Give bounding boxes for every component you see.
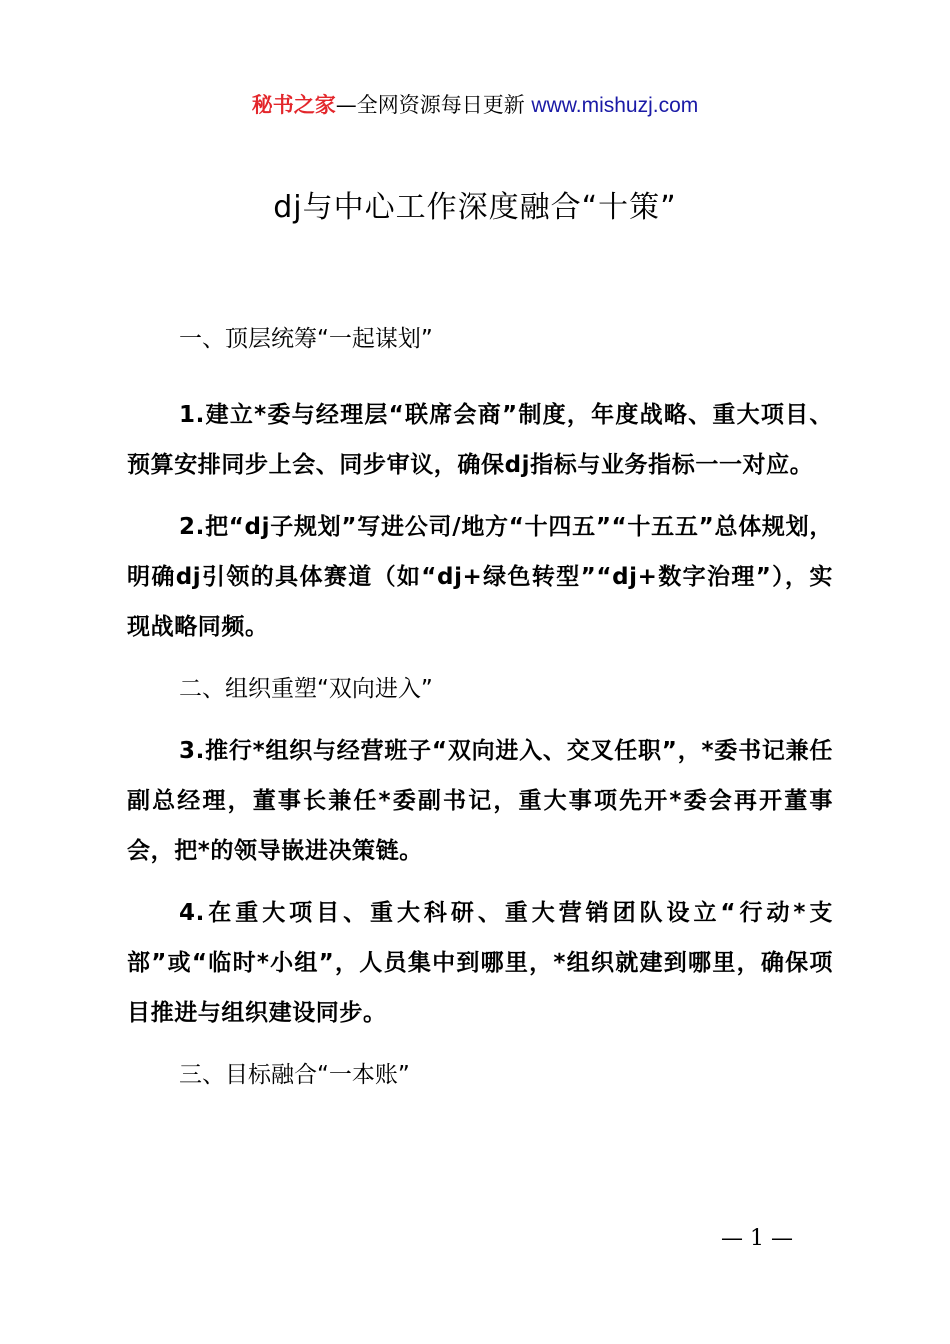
page-number: — 1 — <box>721 1226 793 1251</box>
site-tagline: —全网资源每日更新 <box>335 93 532 117</box>
section-heading-1: 一、顶层统筹“一起谋划” <box>179 326 433 352</box>
paragraph-4: 4.在重大项目、重大科研、重大营销团队设立“行动*支部”或“临时*小组”，人员集中到哪里，*组织就建到哪里，确保项目推进与组织建设同步。 <box>127 900 833 1026</box>
document-title: dj与中心工作深度融合“十策” <box>273 190 677 225</box>
paragraph-1: 1.建立*委与经理层“联席会商”制度，年度战略、重大项目、预算安排同步上会、同步审议，确保dj指标与业务指标一一对应。 <box>127 402 833 478</box>
section-heading-2: 二、组织重塑“双向进入” <box>179 676 433 702</box>
paragraph-3: 3.推行*组织与经营班子“双向进入、交叉任职”，*委书记兼任副总经理，董事长兼任*委副书记，重大事项先开*委会再开董事会，把*的领导嵌进决策链。 <box>127 738 833 864</box>
section-heading-3: 三、目标融合“一本账” <box>179 1062 410 1088</box>
paragraph-2: 2.把“dj子规划”写进公司/地方“十四五”“十五五”总体规划，明确dj引领的具体赛道（如“dj+绿色转型”“dj+数字治理”），实现战略同频。 <box>127 514 833 640</box>
site-brand: 秘书之家 <box>251 93 336 117</box>
document-body <box>127 314 833 1100</box>
site-banner <box>0 90 950 121</box>
site-url-link[interactable]: www.mishuzj.com <box>531 94 699 117</box>
